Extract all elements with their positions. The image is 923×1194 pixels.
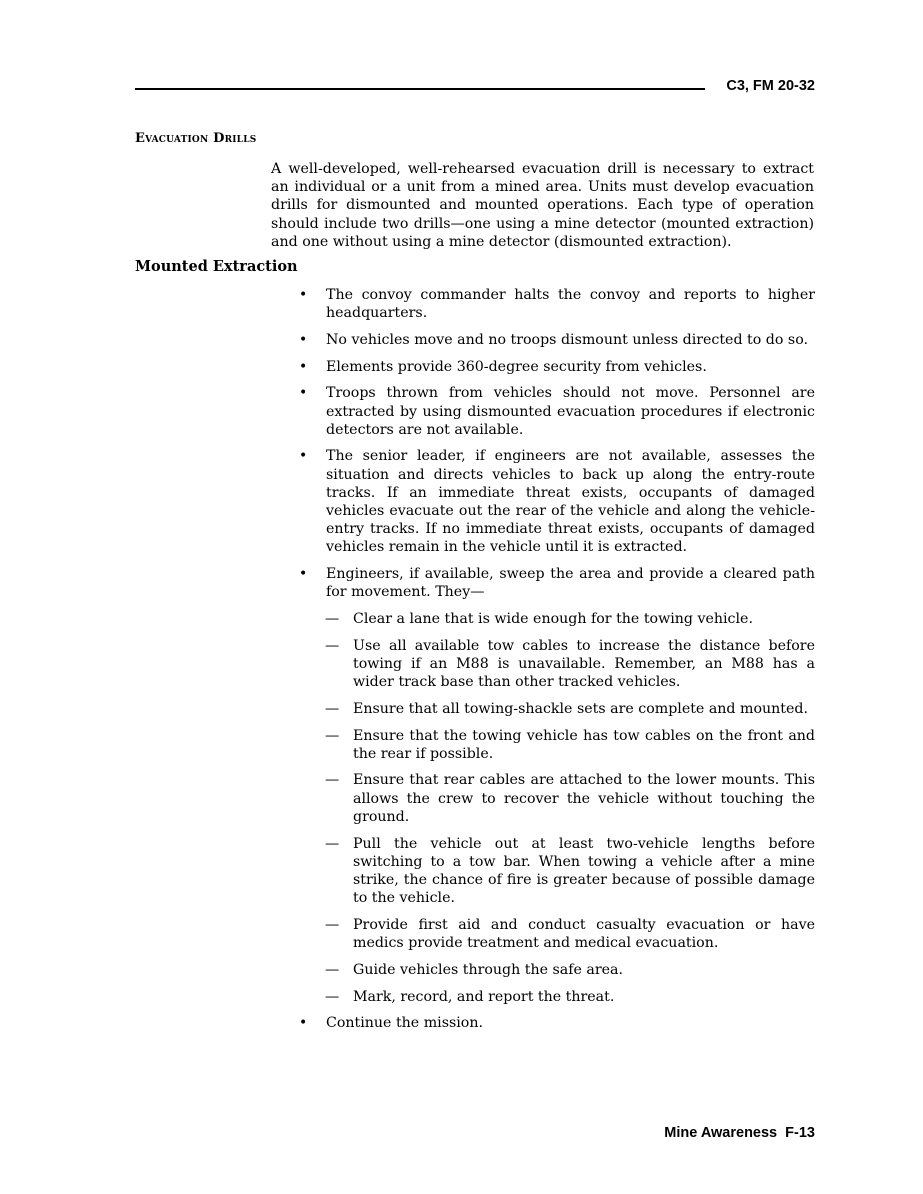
sub-item-text: Ensure that all towing-shackle sets are complete and mounted. (353, 700, 808, 717)
bullet-icon: • (299, 358, 308, 375)
dash-icon: — (325, 727, 340, 744)
sub-item-text: Provide first aid and conduct casualty evacuation or have medics provide treatment and medical evacuation. (353, 916, 815, 952)
dash-list (325, 610, 815, 1006)
bullet-text: No vehicles move and no troops dismount unless directed to do so. (326, 331, 809, 348)
bullet-text: Engineers, if available, sweep the area and provide a cleared path for movement. They— (326, 566, 815, 601)
sub-item-text: Guide vehicles through the safe area. (353, 961, 624, 978)
sub-item-text: Pull the vehicle out at least two-vehicle lengths before switching to a tow bar. When towing a vehicle after a mine strike, the chance of fire is greater because of possible damage to the vehicle. (353, 835, 815, 907)
sub-list-item (325, 700, 815, 718)
header-rule (135, 88, 705, 90)
bullet-list (299, 286, 815, 1041)
sub-list-item (325, 961, 815, 979)
sub-list-item (325, 771, 815, 826)
list-item (299, 286, 815, 322)
list-item (299, 565, 815, 1006)
sub-item-text: Ensure that rear cables are attached to the lower mounts. This allows the crew to recover the vehicle without touching the ground. (353, 772, 815, 825)
bullet-icon: • (299, 331, 308, 348)
page-footer: Mine Awareness F-13 (664, 1125, 815, 1141)
bullet-text: The senior leader, if engineers are not available, assesses the situation and directs vehicles to back up along the entry-route tracks. If an immediate threat exists, occupants of damaged vehicles evacuate out the rear of the vehicle and along the vehicle-entry tracks. If no immediate threat exists, occupants of damaged vehicles remain in the vehicle until it is extracted. (326, 448, 815, 556)
sub-item-text: Mark, record, and report the threat. (353, 988, 615, 1005)
dash-icon: — (325, 835, 340, 852)
sub-list-item (325, 835, 815, 908)
list-item (299, 358, 815, 376)
list-item (299, 331, 815, 349)
bullet-text: The convoy commander halts the convoy and reports to higher headquarters. (326, 287, 815, 322)
dash-icon: — (325, 700, 340, 717)
dash-icon: — (325, 916, 340, 933)
bullet-text: Troops thrown from vehicles should not move. Personnel are extracted by using dismounted evacuation procedures if electronic detectors are not available. (326, 385, 815, 438)
subsection-heading: Mounted Extraction (135, 258, 298, 275)
sub-list-item (325, 727, 815, 763)
list-item (299, 447, 815, 556)
dash-icon: — (325, 611, 340, 628)
bullet-icon: • (299, 1015, 308, 1032)
bullet-icon: • (299, 385, 308, 402)
sub-list-item (325, 988, 815, 1006)
bullet-text: Continue the mission. (326, 1015, 483, 1032)
list-item (299, 384, 815, 439)
bullet-icon: • (299, 287, 308, 303)
dash-icon: — (325, 988, 340, 1005)
section-title: Evacuation Drills (135, 131, 257, 146)
dash-icon: — (325, 961, 340, 978)
bullet-text: Elements provide 360-degree security from vehicles. (326, 358, 707, 375)
document-code: C3, FM 20-32 (726, 78, 815, 94)
sub-item-text: Ensure that the towing vehicle has tow cables on the front and the rear if possible. (353, 727, 815, 762)
dash-icon: — (325, 772, 340, 789)
sub-list-item (325, 637, 815, 692)
sub-item-text: Use all available tow cables to increase the distance before towing if an M88 is unavailable. Remember, an M88 has a wider track base than other tracked vehicles. (353, 637, 815, 691)
sub-list-item (325, 610, 815, 628)
intro-paragraph: A well-developed, well-rehearsed evacuation drill is necessary to extract an individual or a unit from a mined area. Units must develop evacuation drills for dismounted and mounted operations. Each type of operation should include two drills—one using a mine detector (mounted extraction) and one without using a mine detector (dismounted extraction). (271, 161, 814, 250)
list-item (299, 1014, 815, 1032)
bullet-icon: • (299, 566, 308, 583)
bullet-icon: • (299, 448, 308, 465)
sub-list-item (325, 916, 815, 952)
dash-icon: — (325, 637, 340, 654)
sub-item-text: Clear a lane that is wide enough for the towing vehicle. (353, 611, 753, 628)
